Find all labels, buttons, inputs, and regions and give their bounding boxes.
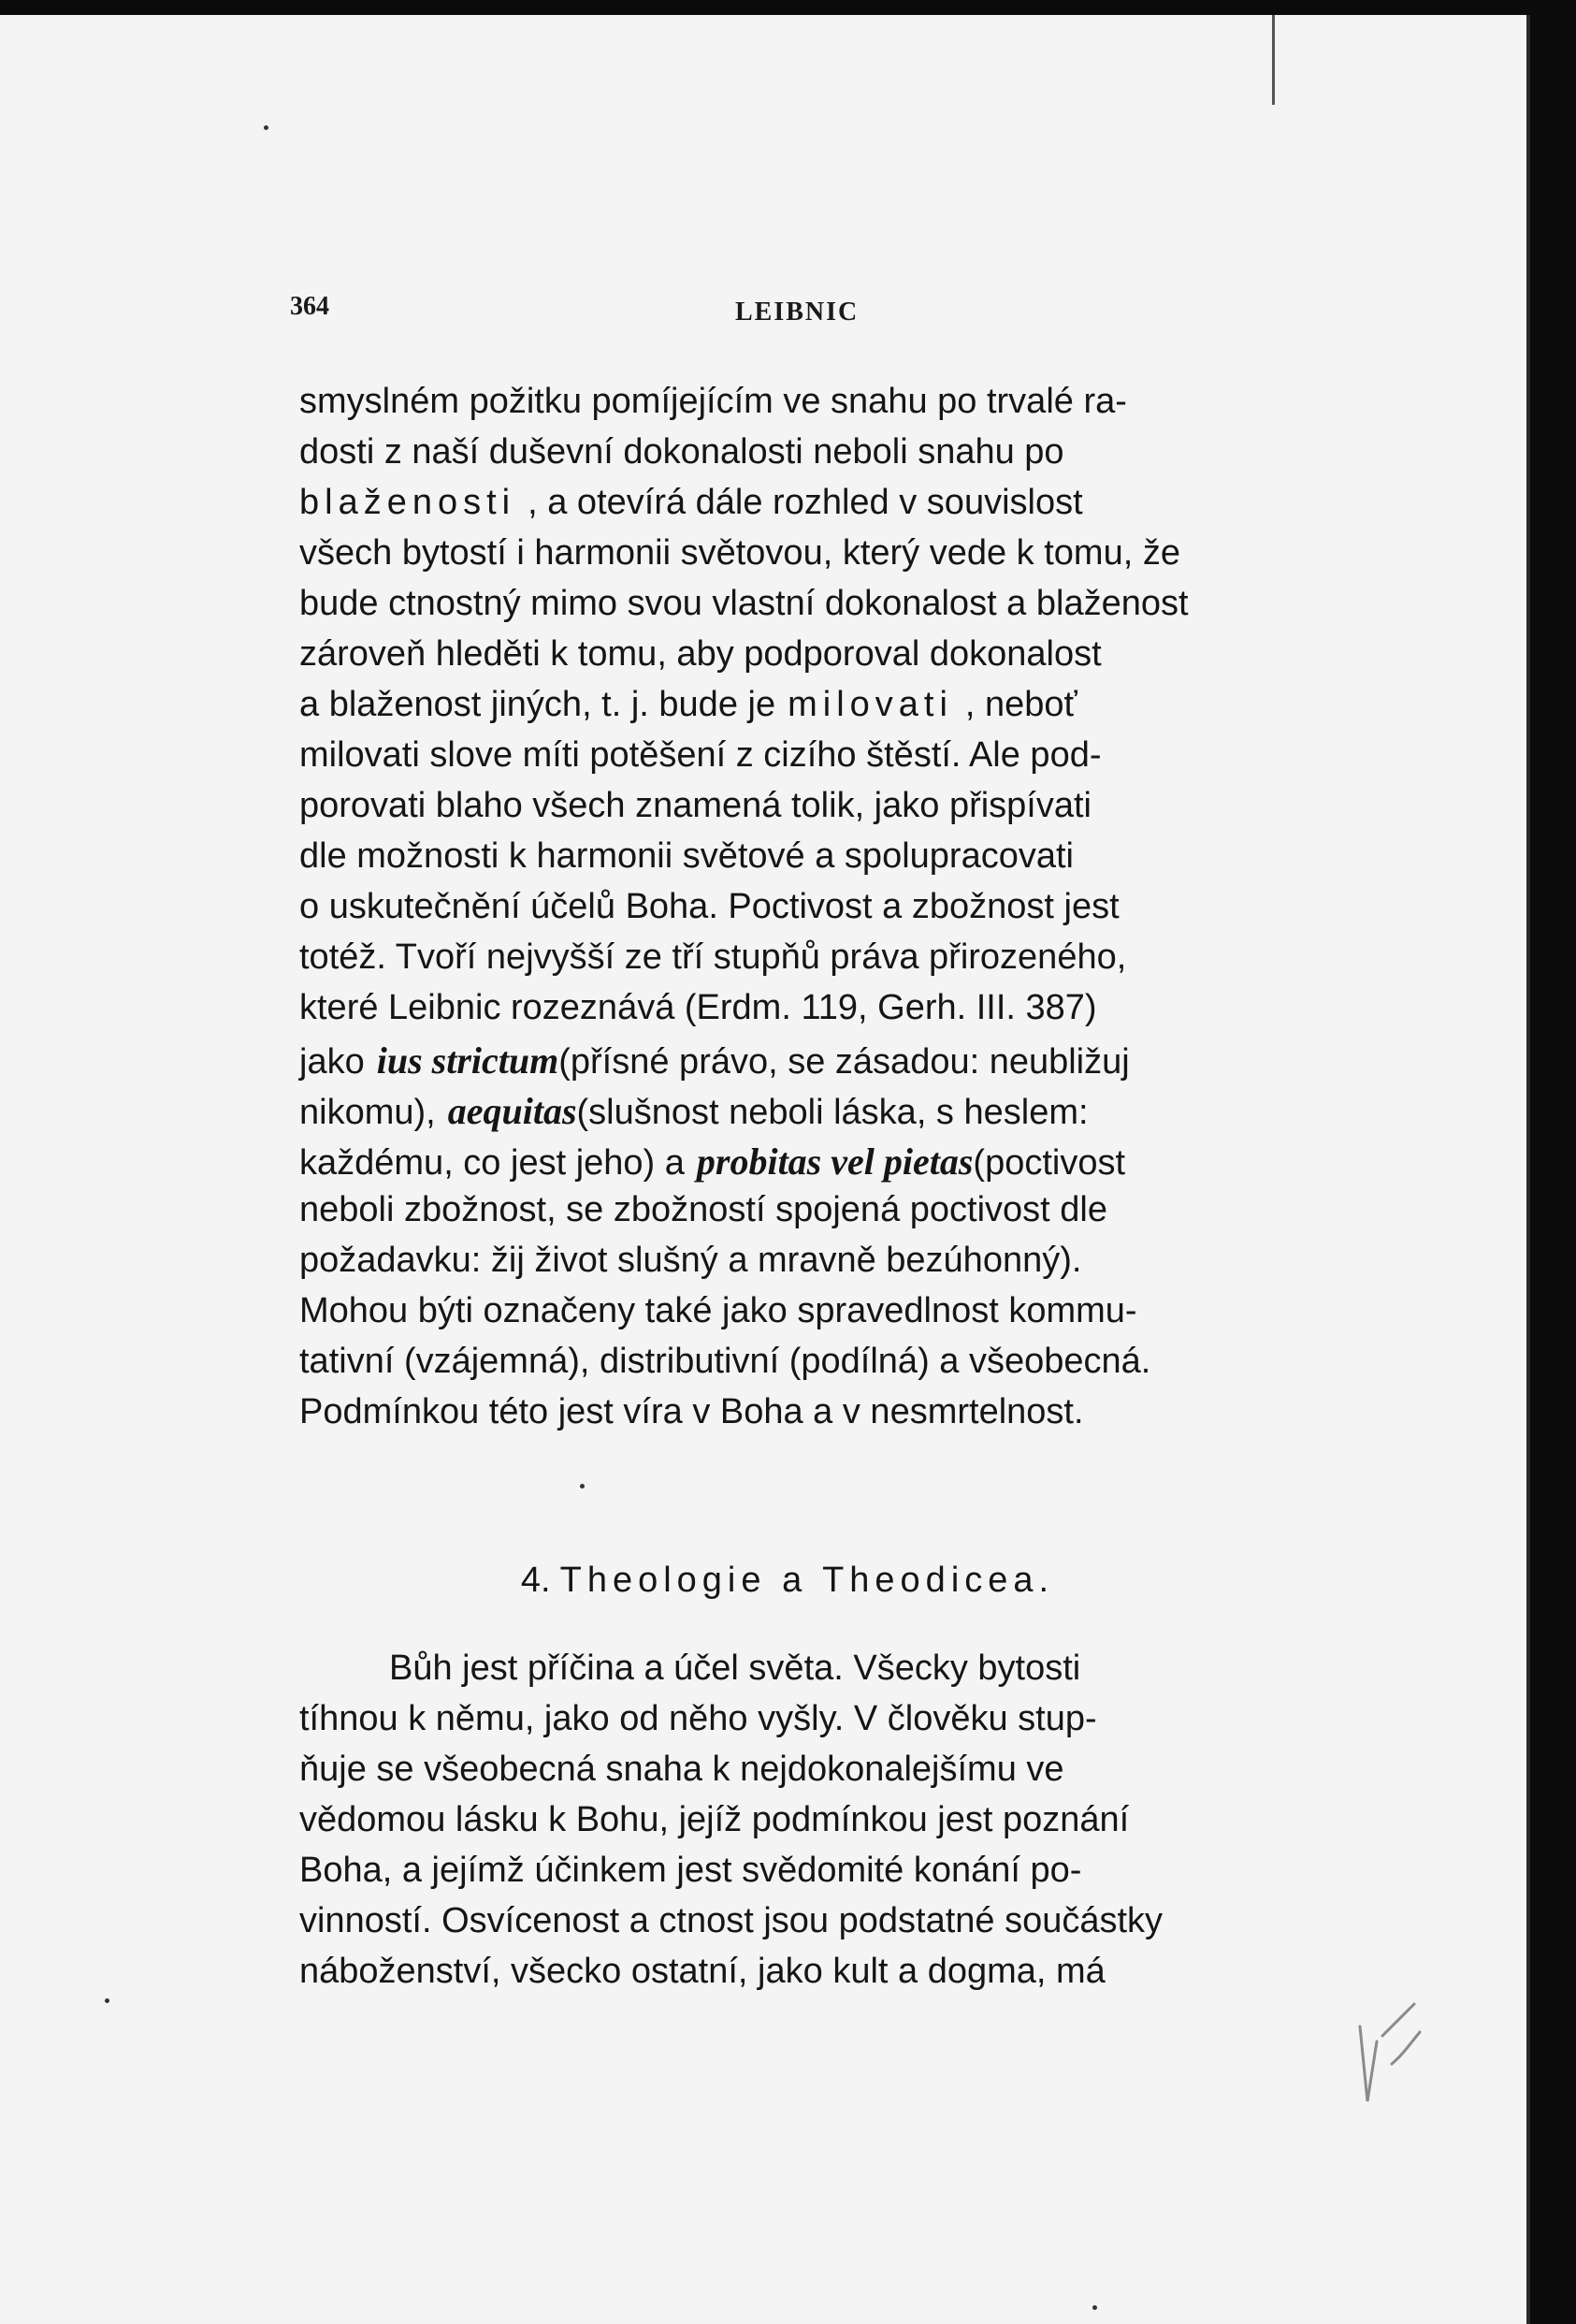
text-line: každému, co jest jeho) a probitas vel pietas (poctivost xyxy=(299,1140,1126,1183)
text-line: Boha, a jejímž účinkem jest svědomité konání po- xyxy=(299,1851,1082,1890)
text-line: tativní (vzájemná), distributivní (podílná) a všeobecná. xyxy=(299,1342,1151,1381)
header-title: LEIBNIC xyxy=(735,298,860,327)
latin-term: ius strictum xyxy=(376,1039,559,1082)
section-number: 4. xyxy=(520,1561,551,1600)
text-line: blaženosti , a otevírá dále rozhled v souvislost xyxy=(299,483,1083,522)
text-line: o uskutečnění účelů Boha. Poctivost a zbožnost jest xyxy=(299,887,1120,926)
text-line: zároveň hleděti k tomu, aby podporoval dokonalost xyxy=(299,634,1102,674)
ink-speck xyxy=(580,1484,585,1489)
text-line: požadavku: žij život slušný a mravně bezúhonný). xyxy=(299,1241,1082,1280)
text-line: Podmínkou této jest víra v Boha a v nesmrtelnost. xyxy=(299,1392,1084,1431)
pencil-mark xyxy=(1354,1998,1439,2120)
page-edge-mark xyxy=(1272,15,1275,105)
text-line: jako ius strictum (přísné právo, se zásadou: neubližuj xyxy=(299,1039,1130,1082)
text-line: bude ctnostný mimo svou vlastní dokonalost a blaženost xyxy=(299,584,1189,623)
text-line: milovati slove míti potěšení z cizího štěstí. Ale pod- xyxy=(299,735,1102,775)
text-line: smyslném požitku pomíjejícím ve snahu po trvalé ra- xyxy=(299,382,1127,421)
paragraph-2 xyxy=(299,1649,1326,2002)
text-line: vědomou lásku k Bohu, jejíž podmínkou jest poznání xyxy=(299,1800,1130,1839)
text-line: Mohou býti označeny také jako spravedlnost kommu- xyxy=(299,1291,1137,1330)
text-line: Bůh jest příčina a účel světa. Všecky bytosti xyxy=(389,1649,1081,1688)
paragraph-1 xyxy=(299,382,1326,1443)
latin-term: probitas vel pietas xyxy=(696,1140,974,1183)
text-line: dle možnosti k harmonii světové a spolupracovati xyxy=(299,836,1074,876)
text-line: všech bytostí i harmonii světovou, který vede k tomu, že xyxy=(299,533,1180,573)
ink-speck xyxy=(1092,2305,1097,2310)
spaced-emphasis: blaženosti xyxy=(299,483,516,522)
ink-speck xyxy=(105,1998,109,2003)
section-heading xyxy=(0,1561,1526,1601)
text-line: a blaženost jiných, t. j. bude je milovati , neboť xyxy=(299,685,1077,724)
text-line: nikomu), aequitas (slušnost neboli láska, s heslem: xyxy=(299,1090,1089,1132)
page-number: 364 xyxy=(290,292,329,321)
text-line: náboženství, všecko ostatní, jako kult a dogma, má xyxy=(299,1952,1106,1991)
ink-speck xyxy=(264,125,268,130)
section-title: Theologie a Theodicea. xyxy=(559,1561,1055,1600)
running-header xyxy=(0,292,1526,329)
text-line: které Leibnic rozeznává (Erdm. 119, Gerh. III. 387) xyxy=(299,988,1097,1027)
text-line: ňuje se všeobecná snaha k nejdokonalejšímu ve xyxy=(299,1750,1064,1789)
latin-term: aequitas xyxy=(447,1090,577,1132)
text-line: dosti z naší duševní dokonalosti neboli snahu po xyxy=(299,432,1064,472)
text-line: totéž. Tvoří nejvyšší ze tří stupňů práva přirozeného, xyxy=(299,937,1127,977)
text-line: porovati blaho všech znamená tolik, jako přispívati xyxy=(299,786,1092,825)
book-page xyxy=(0,15,1530,2324)
text-line: neboli zbožnost, se zbožností spojená poctivost dle xyxy=(299,1190,1107,1229)
spaced-emphasis: milovati xyxy=(788,685,953,724)
text-line: vinností. Osvícenost a ctnost jsou podstatné součástky xyxy=(299,1901,1164,1940)
text-line: tíhnou k němu, jako od něho vyšly. V člověku stup- xyxy=(299,1699,1097,1738)
